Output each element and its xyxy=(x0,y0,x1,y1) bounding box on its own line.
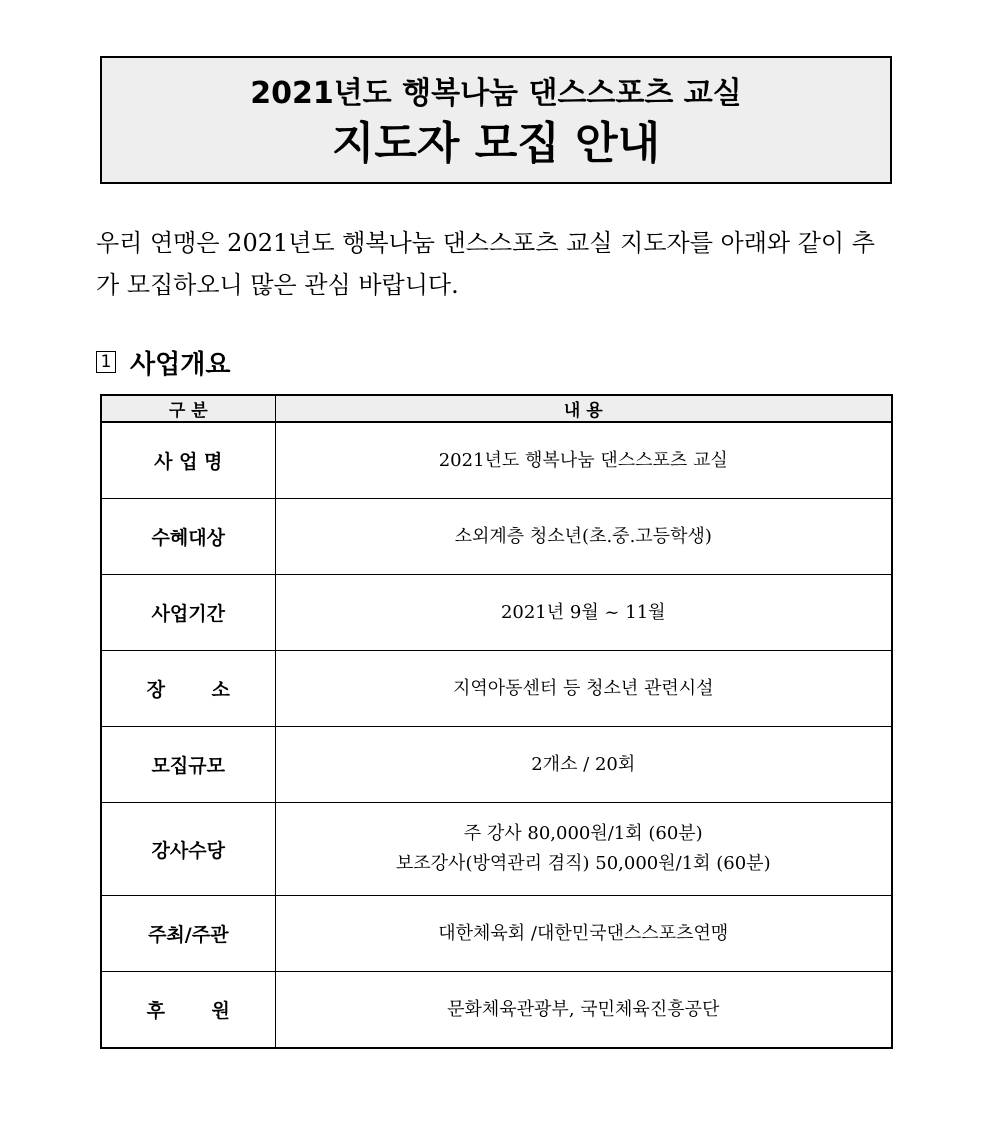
row-value: 대한체육회 /대한민국댄스스포츠연맹 xyxy=(275,896,892,972)
table-row xyxy=(101,575,892,651)
table-row xyxy=(101,499,892,575)
row-label: 사업기간 xyxy=(101,575,275,651)
row-value: 지역아동센터 등 청소년 관련시설 xyxy=(275,651,892,727)
header-category: 구 분 xyxy=(101,395,275,422)
document-title: 지도자 모집 안내 xyxy=(331,118,661,169)
row-label: 후 원 xyxy=(101,972,275,1049)
table-row xyxy=(101,422,892,499)
row-value-line: 주 강사 80,000원/1회 (60분) xyxy=(463,823,703,844)
overview-table xyxy=(100,394,893,1049)
row-value xyxy=(275,803,892,896)
row-label: 모집규모 xyxy=(101,727,275,803)
row-value: 2개소 / 20회 xyxy=(275,727,892,803)
table-header-row xyxy=(101,395,892,422)
section-number-box: 1 xyxy=(96,351,116,373)
row-label: 사 업 명 xyxy=(101,422,275,499)
table-row xyxy=(101,727,892,803)
row-label: 주최/주관 xyxy=(101,896,275,972)
section-title: 사업개요 xyxy=(130,349,231,380)
table-row xyxy=(101,651,892,727)
table-row xyxy=(101,896,892,972)
table-row xyxy=(101,972,892,1049)
row-value: 문화체육관광부, 국민체육진흥공단 xyxy=(275,972,892,1049)
header-content: 내 용 xyxy=(275,395,892,422)
section-heading xyxy=(96,342,230,382)
row-label: 수혜대상 xyxy=(101,499,275,575)
document-subtitle: 2021년도 행복나눔 댄스스포츠 교실 xyxy=(250,76,742,111)
title-box xyxy=(100,56,892,184)
row-value: 2021년 9월 ~ 11월 xyxy=(275,575,892,651)
row-value: 2021년도 행복나눔 댄스스포츠 교실 xyxy=(275,422,892,499)
table-row xyxy=(101,803,892,896)
row-value: 소외계층 청소년(초.중.고등학생) xyxy=(275,499,892,575)
intro-paragraph: 우리 연맹은 2021년도 행복나눔 댄스스포츠 교실 지도자를 아래와 같이 추가 모집하오니 많은 관심 바랍니다. xyxy=(96,229,875,299)
row-label: 장 소 xyxy=(101,651,275,727)
row-label: 강사수당 xyxy=(101,803,275,896)
row-value-line: 보조강사(방역관리 겸직) 50,000원/1회 (60분) xyxy=(395,853,771,874)
